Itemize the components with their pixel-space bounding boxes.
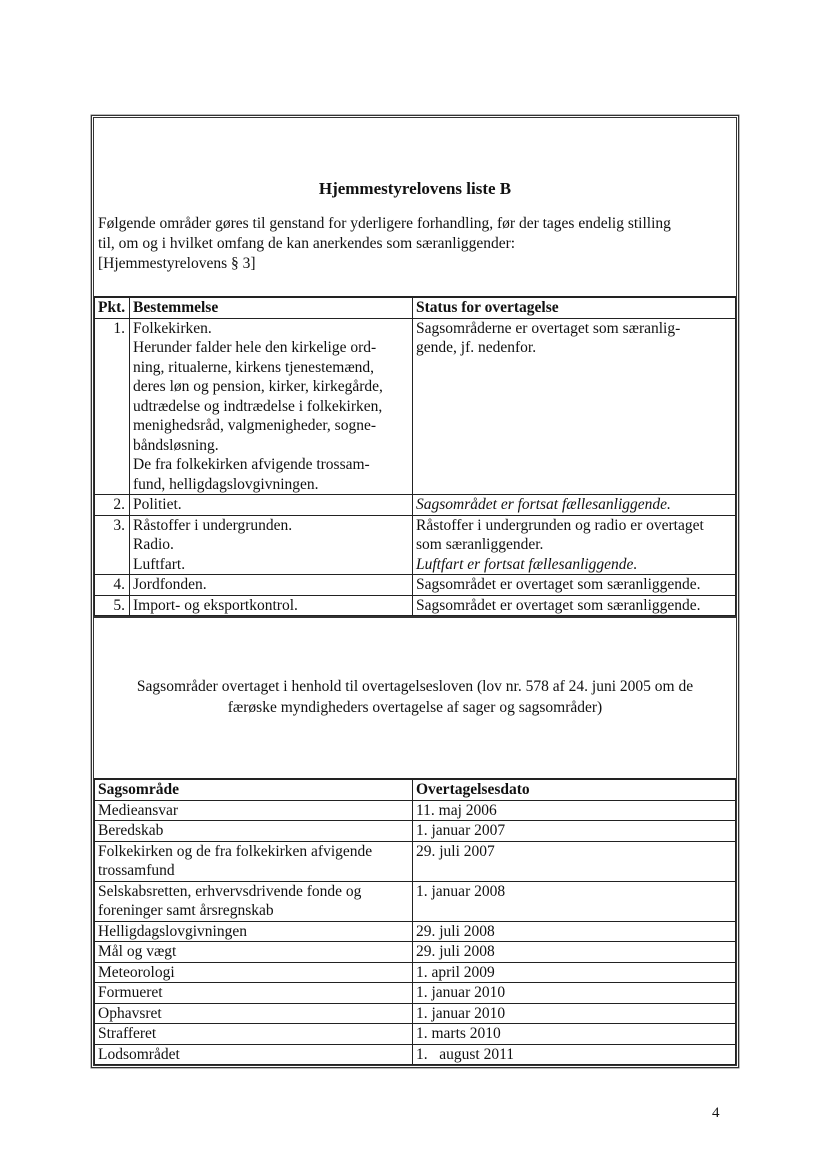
cell-line: Sagsområdet er overtaget som særanliggende. <box>416 596 701 614</box>
status-cell <box>413 318 736 495</box>
cell-line: Folkekirken og de fra folkekirken afvigende <box>98 842 373 860</box>
status-cell <box>413 495 736 516</box>
dato-cell: 1. januar 2010 <box>413 1003 736 1024</box>
dato-cell: 29. juli 2008 <box>413 921 736 942</box>
cell-line: Folkekirken. <box>133 319 212 337</box>
cell-line: De fra folkekirken afvigende trossam- <box>133 456 370 473</box>
pkt-cell: 3. <box>95 515 130 575</box>
table-row <box>95 1024 736 1045</box>
cell-line: Herunder falder hele den kirkelige ord- <box>133 339 377 356</box>
table-header-row <box>95 780 736 801</box>
status-cell <box>413 595 736 616</box>
table-row <box>95 800 736 821</box>
sagsomraade-cell <box>95 1024 413 1045</box>
overtagelse-table <box>94 779 736 1065</box>
cell-line: Radio. <box>133 536 174 553</box>
table-row <box>95 495 736 516</box>
overtagelse-intro <box>94 616 736 779</box>
cell-line: Selskabsretten, erhvervsdrivende fonde og <box>98 882 362 900</box>
dato-cell: 1. april 2009 <box>413 962 736 983</box>
bestemmelse-cell <box>130 495 413 516</box>
cell-line: Formueret <box>98 984 163 1001</box>
dato-cell: 1. august 2011 <box>413 1044 736 1065</box>
cell-line: menighedsråd, valgmenigheder, sogne- <box>133 417 376 434</box>
sagsomraade-cell <box>95 800 413 821</box>
table-row <box>95 515 736 575</box>
dato-cell: 1. januar 2008 <box>413 881 736 921</box>
cell-line: Import- og eksportkontrol. <box>133 596 298 614</box>
cell-line: båndsløsning. <box>133 436 219 454</box>
dato-cell: 1. marts 2010 <box>413 1024 736 1045</box>
cell-line: Luftfart. <box>133 555 186 573</box>
table-row <box>95 841 736 881</box>
header-dato: Overtagelsesdato <box>413 780 736 801</box>
table-row <box>95 921 736 942</box>
pkt-cell: 5. <box>95 595 130 616</box>
table-row <box>95 1044 736 1065</box>
pkt-cell: 4. <box>95 575 130 596</box>
table-row <box>95 595 736 616</box>
cell-line: trossamfund <box>98 862 175 879</box>
table-row <box>95 1003 736 1024</box>
table-row <box>95 962 736 983</box>
table-row <box>95 575 736 596</box>
bestemmelse-cell <box>130 515 413 575</box>
header-bestemmelse: Bestemmelse <box>130 298 413 319</box>
bestemmelse-cell <box>130 318 413 495</box>
header-pkt: Pkt. <box>95 298 130 319</box>
sagsomraade-cell <box>95 962 413 983</box>
intro-line: [Hjemmestyrelovens § 3] <box>98 255 256 272</box>
page-number: 4 <box>712 1105 720 1121</box>
cell-line: Medieansvar <box>98 801 179 819</box>
sagsomraade-cell <box>95 983 413 1004</box>
intro-line: til, om og i hvilket omfang de kan anerkendes som særanliggender: <box>98 235 516 252</box>
cell-line: som særanliggender. <box>416 536 544 553</box>
overtagelse-paragraph <box>104 676 726 718</box>
status-cell <box>413 515 736 575</box>
table-row <box>95 942 736 963</box>
intro-line: Følgende områder gøres til genstand for yderligere forhandling, før der tages endelig stilling <box>98 215 671 232</box>
cell-line: Strafferet <box>98 1025 157 1042</box>
cell-line: Sagsområderne er overtaget som særanlig- <box>416 319 681 337</box>
sagsomraade-cell <box>95 1003 413 1024</box>
dato-cell: 29. juli 2008 <box>413 942 736 963</box>
cell-line: Mål og vægt <box>98 943 177 960</box>
document-frame <box>91 115 739 1068</box>
cell-line: Helligdagslovgivningen <box>98 922 247 940</box>
intro-line: færøske myndigheders overtagelse af sager og sagsområder) <box>227 699 603 716</box>
sagsomraade-cell <box>95 921 413 942</box>
cell-line: gende, jf. nedenfor. <box>416 339 537 356</box>
bestemmelse-cell <box>130 595 413 616</box>
sagsomraade-cell <box>95 841 413 881</box>
table-row <box>95 318 736 495</box>
cell-line: Råstoffer i undergrunden. <box>133 516 293 534</box>
cell-line: Råstoffer i undergrunden og radio er overtaget <box>416 516 704 534</box>
dato-cell: 29. juli 2007 <box>413 841 736 881</box>
dato-cell: 11. maj 2006 <box>413 800 736 821</box>
sagsomraade-cell <box>95 881 413 921</box>
header-sagsomraade: Sagsområde <box>95 780 413 801</box>
cell-line: Politiet. <box>133 496 182 513</box>
dato-cell: 1. januar 2007 <box>413 821 736 842</box>
cell-line: Luftfart er fortsat fællesanliggende. <box>416 555 638 573</box>
cell-line: Lodsområdet <box>98 1045 180 1063</box>
table-header-row <box>95 298 736 319</box>
bestemmelse-cell <box>130 575 413 596</box>
sagsomraade-cell <box>95 942 413 963</box>
cell-line: Beredskab <box>98 822 164 839</box>
cell-line: udtrædelse og indtrædelse i folkekirken, <box>133 397 383 415</box>
intro-paragraph <box>98 214 734 274</box>
cell-line: deres løn og pension, kirker, kirkegårde, <box>133 378 383 395</box>
cell-line: fund, helligdagslovgivningen. <box>133 475 319 493</box>
table-row <box>95 821 736 842</box>
sagsomraade-cell <box>95 821 413 842</box>
cell-line: Meteorologi <box>98 963 175 981</box>
cell-line: ning, ritualerne, kirkens tjenestemænd, <box>133 358 375 376</box>
cell-line: Jordfonden. <box>133 576 207 593</box>
pkt-cell: 2. <box>95 495 130 516</box>
liste-b-table <box>94 297 736 616</box>
page-title: Hjemmestyrelovens liste B <box>318 179 512 198</box>
dato-cell: 1. januar 2010 <box>413 983 736 1004</box>
intro-line: Sagsområder overtaget i henhold til overtagelsesloven (lov nr. 578 af 24. juni 2005 om de <box>136 678 694 695</box>
table-row <box>95 881 736 921</box>
header-status: Status for overtagelse <box>413 298 736 319</box>
cell-line: Ophavsret <box>98 1004 162 1022</box>
pkt-cell: 1. <box>95 318 130 495</box>
cell-line: Sagsområdet er fortsat fællesanliggende. <box>416 496 671 513</box>
cell-line: Sagsområdet er overtaget som særanliggende. <box>416 576 701 593</box>
table-row <box>95 983 736 1004</box>
liste-b-intro <box>94 118 736 297</box>
cell-line: foreninger samt årsregnskab <box>98 902 274 919</box>
status-cell <box>413 575 736 596</box>
sagsomraade-cell <box>95 1044 413 1065</box>
